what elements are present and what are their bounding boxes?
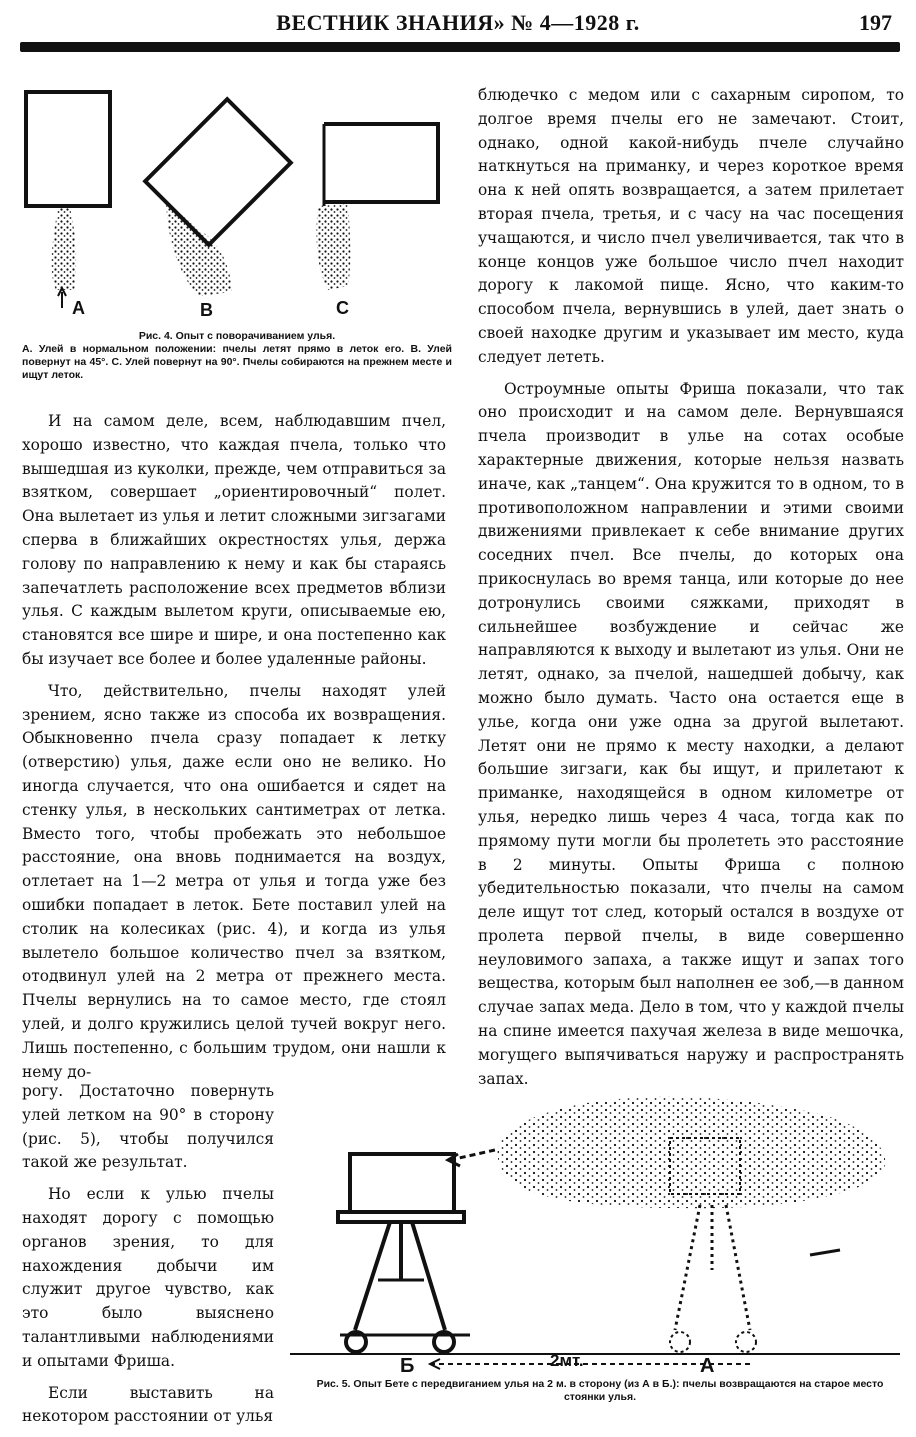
hive-a — [26, 92, 110, 206]
figure-4-caption — [22, 330, 452, 382]
bee-swarm-a — [52, 208, 77, 290]
paragraph: Но если к улью пчелы находят дорогу с помощью органов зрения, то для нахождения добычи им служит другое чувство, как это было выяснено талантливыми наблюдениями и опытами Фриша. — [22, 1185, 274, 1370]
paragraph: блюдечко с медом или с сахарным сиропом, то долгое время пчелы его не замечают. Стоит, однако, одной какой-нибудь пчеле случайно наткнуться на приманку, и через короткое время она к ней опять возвращается, а затем прилетает вторая пчела, третья, и с часу на час посещения учащаются, и число пчел увеличивается, так что в конце концов уже большое число пчел находит дорогу к лакомой пище. Ясно, что каким-то способом пчела, вернувшись в улей, дает знать о своей находке другим и указывает им место, куда следует лететь. — [478, 86, 904, 366]
bee-swarm-b — [166, 202, 232, 296]
figure-5-caption: Рис. 5. Опыт Бете с передвиганием улья на 2 м. в сторону (из А в Б.): пчелы возвращаются на старое место стоянки улья. — [316, 1378, 884, 1403]
label-b: B — [200, 300, 213, 320]
bee-swarm-c — [316, 204, 350, 290]
figure-5 — [280, 1080, 908, 1376]
hive-b — [145, 99, 291, 245]
journal-title: ВЕСТНИК ЗНАНИЯ» № 4—1928 г. — [276, 10, 640, 35]
hive-b — [350, 1154, 454, 1212]
label-b: Б — [400, 1355, 415, 1376]
hive-c — [324, 124, 438, 202]
cart-stand — [355, 1222, 445, 1330]
figure-4-caption-title: Рис. 4. Опыт с поворачиванием улья. — [138, 330, 336, 342]
left-column — [22, 410, 446, 1092]
header-rule — [20, 42, 900, 52]
right-column — [478, 84, 904, 1099]
paragraph: рогу. Достаточно повернуть улей летком на 90° в сторону (рис. 5), чтобы получился такой же результат. — [22, 1082, 274, 1172]
paragraph: Остроумные опыты Фриша показали, что так оно происходит и на самом деле. Вернувшаяся пчела производит в улье на сотах особые характерные движения, которые нельзя назвать иначе, как „танцем“. Она кружится то в одном, то в противоположном направлении и этими своими движениями привлекает к себе внимание других соседних пчел. Все пчелы, до которых она прикоснулась во время танца, или которые до нее дотронулись своими сяжками, приходят в сильнейшее возбуждение и сейчас же направляются к выходу и вылетают из улья. Они не летят, однако, за пчелой, нашедшей добычу, как можно было думать. Часто она остается еще в улье, когда они уже одна за другой вылетают. Летят они не прямо к месту находки, а делают большие зигзаги, как бы ищут, и прилетают к приманке, находящейся в одном километре от улья, нередко лишь через 4 часа, тогда как по прямому пути могли бы пролететь это расстояние в 2 минуты. Опыты Фриша с полною убедительностью показали, что пчелы на самом деле ищут тот след, который остался в воздухе от пролета первой пчелы, в виде совершенно неуловимого запаха, а также ищут и запах того вещества, которым был наполнен ее зоб,—в данном случае запах меда. Дело в том, что у каждой пчелы на спине имеется пахучая железа в виде мешочка, могущего выпячиваться наружу и распространять запах. — [478, 379, 904, 1088]
paragraph: Что, действительно, пчелы находят улей зрением, ясно также из способа их возвращения. Обыкновенно пчела сразу попадает к летку (отверстию) улья, даже если оно не велико. Но иногда случается, что она ошибается и сядет на стенку улья, в нескольких сантиметрах от летка. Вместо того, чтобы пробежать это небольшое расстояние, она вновь поднимается на воздух, отлетает на 1—2 метра от улья и тогда уже без ошибки попадает в леток. Бете поставил улей на столик на колесиках (рис. 4), и когда из улья вылетело большое количество пчел за взятком, отодвинул улей на 2 метра от прежнего места. Пчелы вернулись на то самое место, где стоял улей, и долго кружились целой тучей вокруг него. Лишь постепенно, с большим трудом, они нашли к нему до- — [22, 681, 446, 1081]
page-number: 197 — [859, 10, 892, 35]
distance-label: 2мт. — [550, 1351, 584, 1370]
label-a: A — [700, 1355, 715, 1376]
bee-swarm-cloud — [498, 1097, 886, 1208]
left-wrap-column — [22, 1080, 274, 1437]
label-c: C — [336, 298, 349, 318]
figure-4-drawing — [18, 82, 458, 327]
figure-4 — [18, 82, 458, 327]
figure-5-drawing — [280, 1080, 908, 1376]
paragraph: Если выставить на некотором расстоянии от улья — [22, 1383, 274, 1426]
paragraph: И на самом деле, всем, наблюдавшим пчел, хорошо известно, что каждая пчела, только что вышедшая из куколки, прежде, чем отправиться за взятком, совершает „ориентировочный“ полет. Она вылетает из улья и летит сложными зигзагами сперва в ближайших окрестностях улья, держа голову по направлению к нему и как бы стараясь запечатлеть расположение всех предметов вблизи улья. С каждым вылетом круги, описываемые ею, становятся все шире и шире, и она постепенно как бы изучает все более и более удаленные районы. — [22, 412, 447, 668]
old-stand-outline — [675, 1205, 750, 1330]
figure-4-caption-text: A. Улей в нормальном положении: пчелы летят прямо в леток его. B. Улей повернут на 45°. C. Улей повернут на 90°. Пчелы собираются на прежнем месте и ищут леток. — [22, 343, 452, 381]
label-a: A — [72, 298, 85, 318]
